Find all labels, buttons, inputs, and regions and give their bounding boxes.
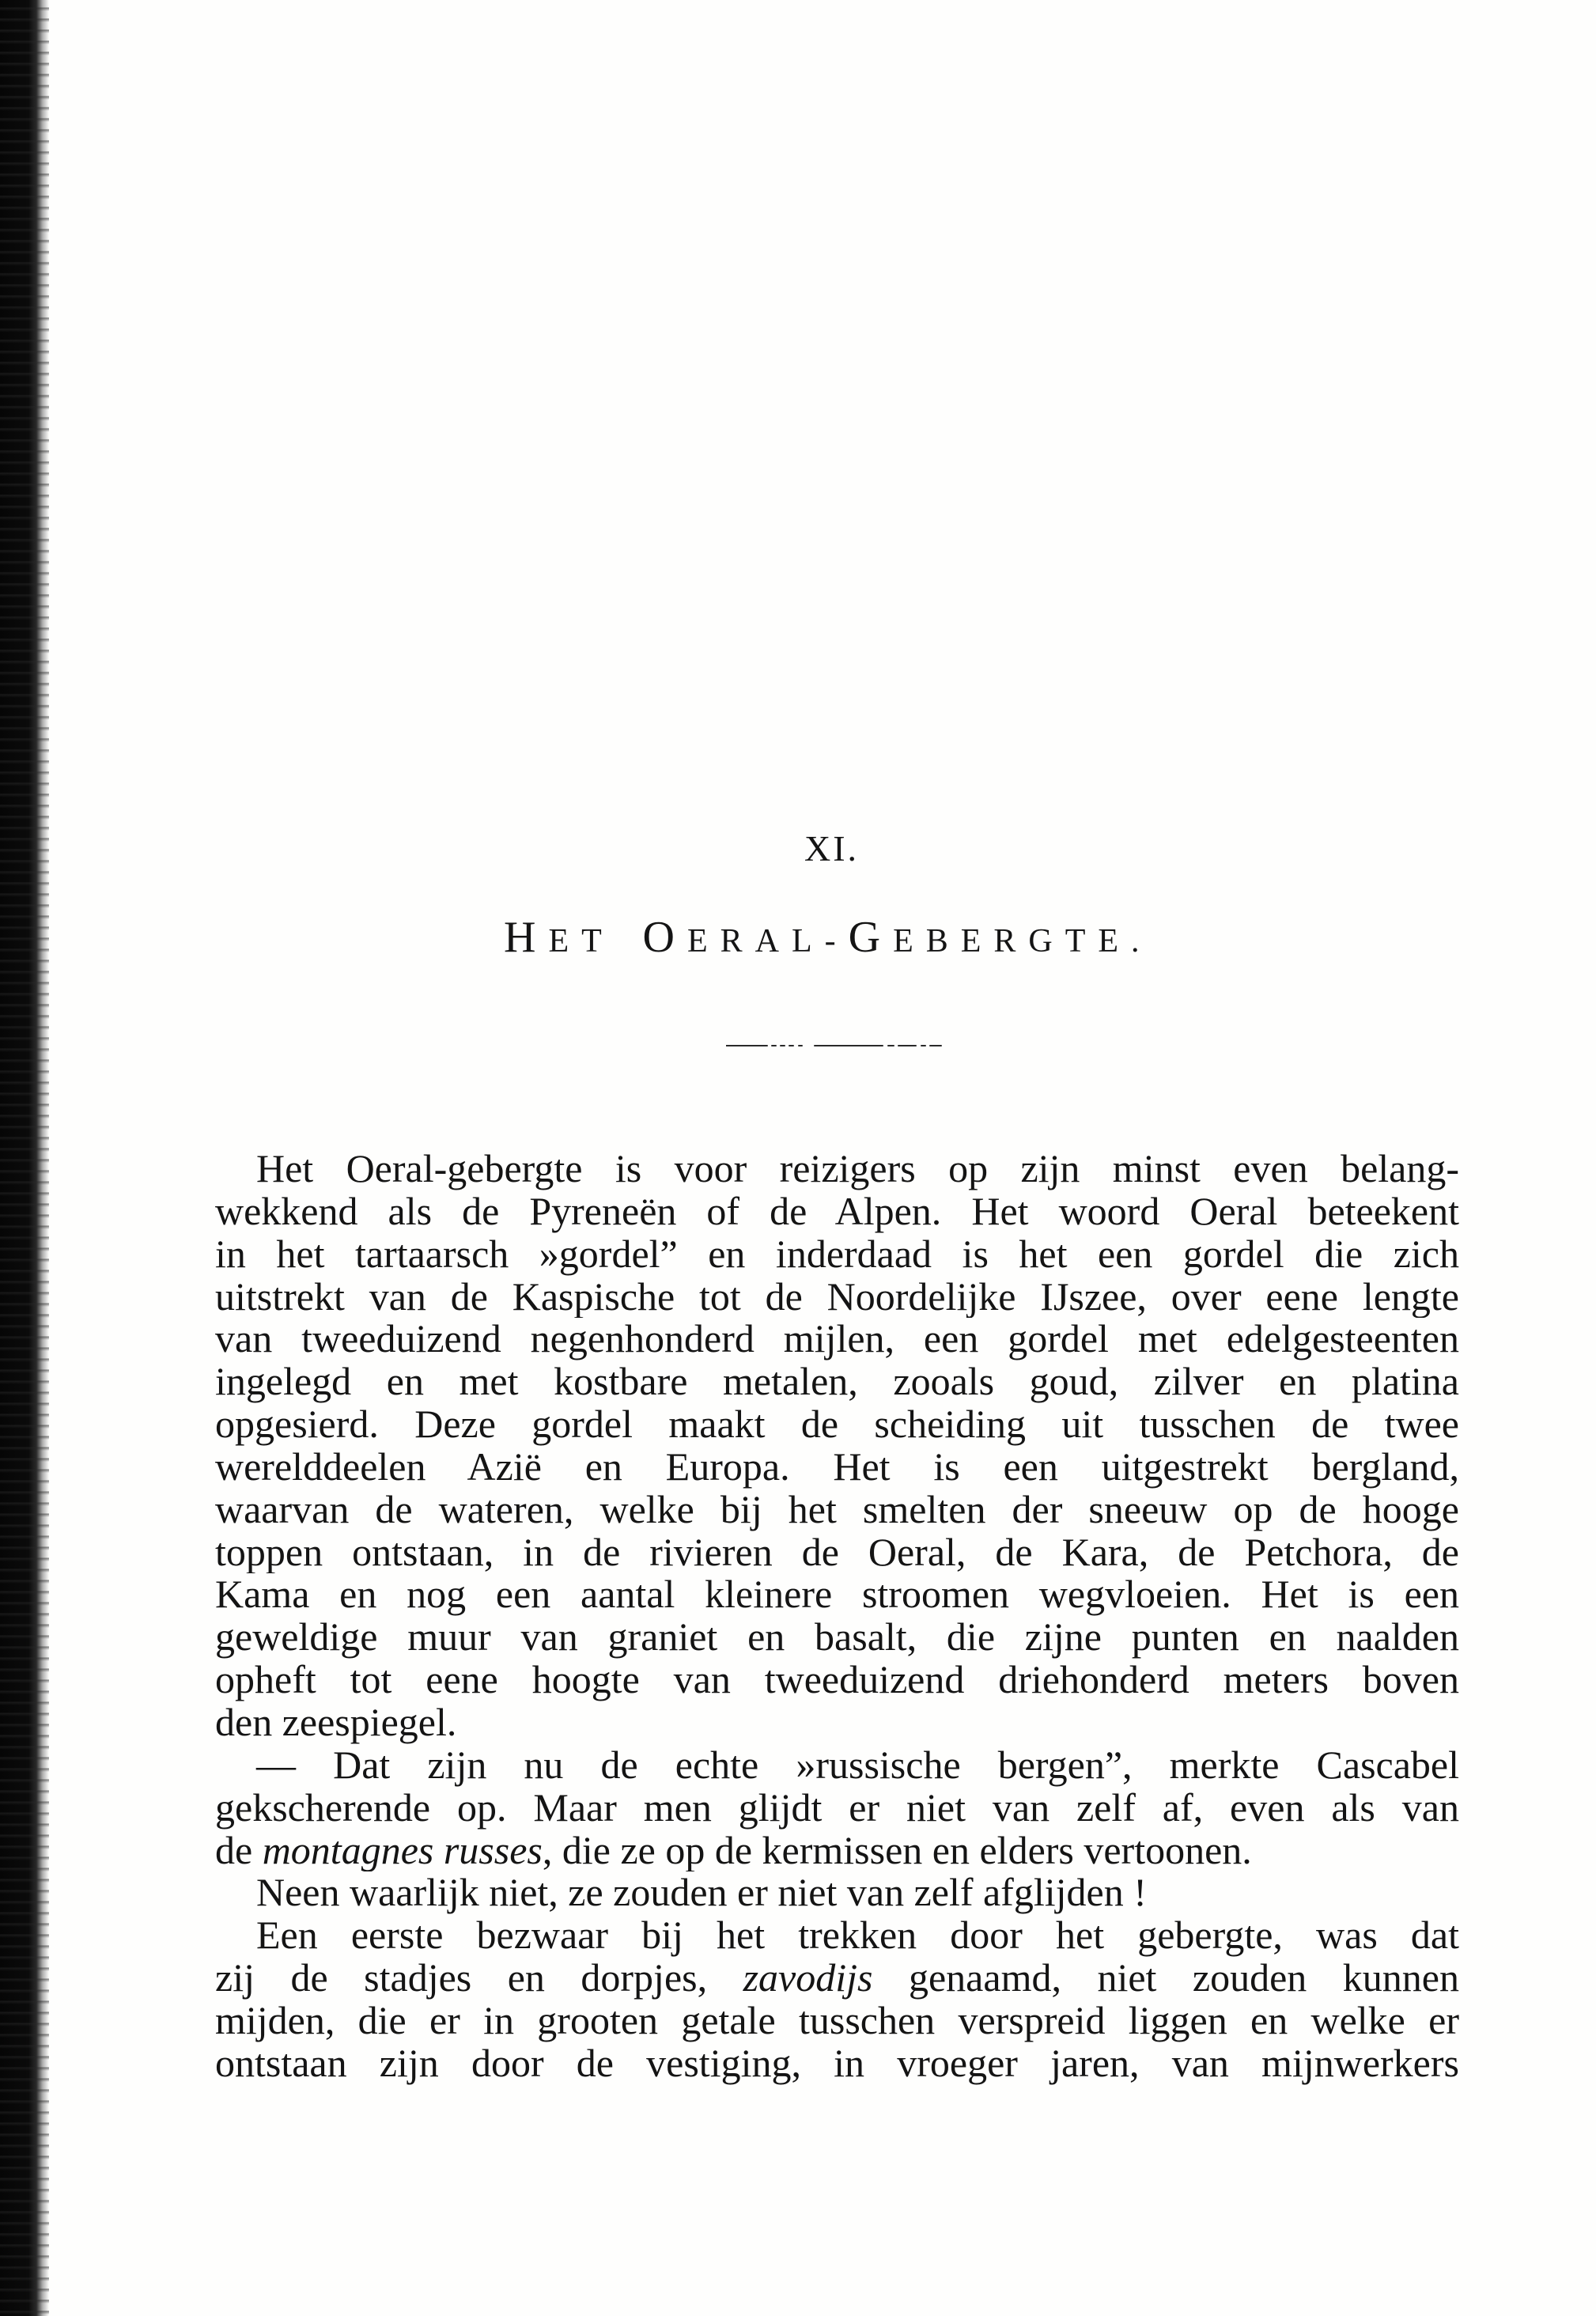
text-line: Het Oeral-gebergte is voor reizigers op zijn minst even belang- (256, 1148, 1459, 1190)
text-line: geweldige muur van graniet en basalt, die zijne punten en naalden (215, 1616, 1459, 1659)
title-initial-capital: O (642, 913, 687, 962)
text-line: ontstaan zijn door de vestiging, in vroeger jaren, van mijnwerkers (215, 2042, 1459, 2085)
text-line: opheft tot eene hoogte van tweeduizend driehonderd meters boven (215, 1659, 1459, 1701)
title-initial-capital: G (848, 913, 894, 962)
text-line: mijden, die er in grooten getale tusschen verspreid liggen en welke er (215, 1999, 1459, 2042)
text-line: gekscherende op. Maar men glijdt er niet van zelf af, even als van (215, 1786, 1459, 1830)
page-binding-edge (0, 0, 49, 2316)
text-segment: genaamd, niet zouden kunnen (872, 1957, 1459, 2000)
text-segment: de (215, 1829, 263, 1872)
text-line (215, 1957, 1459, 2000)
text-segment: zij de stadjes en dorpjes, (215, 1957, 743, 2000)
italic-term: zavodijs (743, 1957, 873, 2000)
chapter-number: XI. (804, 828, 860, 868)
text-line: den zeespiegel. (215, 1701, 457, 1744)
title-rule (726, 1043, 944, 1049)
text-line: in het tartaarsch »gordel” en inderdaad is het een gordel die zich (215, 1232, 1459, 1276)
paragraph (215, 1871, 1459, 1914)
text-line: uitstrekt van de Kaspische tot de Noordelijke IJszee, over eene lengte (215, 1275, 1459, 1319)
text-line: — Dat zijn nu de echte »russische bergen”, merkte Cascabel (256, 1743, 1459, 1787)
text-line: werelddeelen Azië en Europa. Het is een uitgestrekt bergland, (215, 1445, 1459, 1489)
text-line: opgesierd. Deze gordel maakt de scheiding uit tusschen de twee (215, 1403, 1459, 1446)
chapter-body (215, 1148, 1459, 2085)
text-line (215, 1830, 1459, 1872)
paragraph (215, 1148, 1459, 1744)
paragraph (215, 1914, 1459, 2084)
text-line: toppen ontstaan, in de rivieren de Oeral, de Kara, de Petchora, de (215, 1531, 1459, 1574)
text-line: van tweeduizend negenhonderd mijlen, een gordel met edelgesteenten (215, 1318, 1459, 1361)
text-segment: , die ze op de kermissen en elders vertoonen. (542, 1829, 1252, 1872)
text-line: wekkend als de Pyreneën of de Alpen. Het woord Oeral beteekent (215, 1190, 1459, 1233)
text-line: ingelegd en met kostbare metalen, zooals goud, zilver en platina (215, 1360, 1459, 1404)
text-line: Een eerste bezwaar bij het trekken door het gebergte, was dat (256, 1914, 1459, 1958)
title-initial-capital: H (504, 913, 549, 962)
text-line: Kama en nog een aantal kleinere stroomen wegvloeien. Het is een (215, 1573, 1459, 1617)
text-line: Neen waarlijk niet, ze zouden er niet van zelf afglijden ! (256, 1871, 1147, 1915)
italic-term: montagnes russes (262, 1829, 543, 1872)
paragraph (215, 1744, 1459, 1872)
chapter-title: HET OERAL-GEBERGTE. (504, 913, 1152, 962)
text-line: waarvan de wateren, welke bij het smelten der sneeuw op de hooge (215, 1488, 1459, 1531)
